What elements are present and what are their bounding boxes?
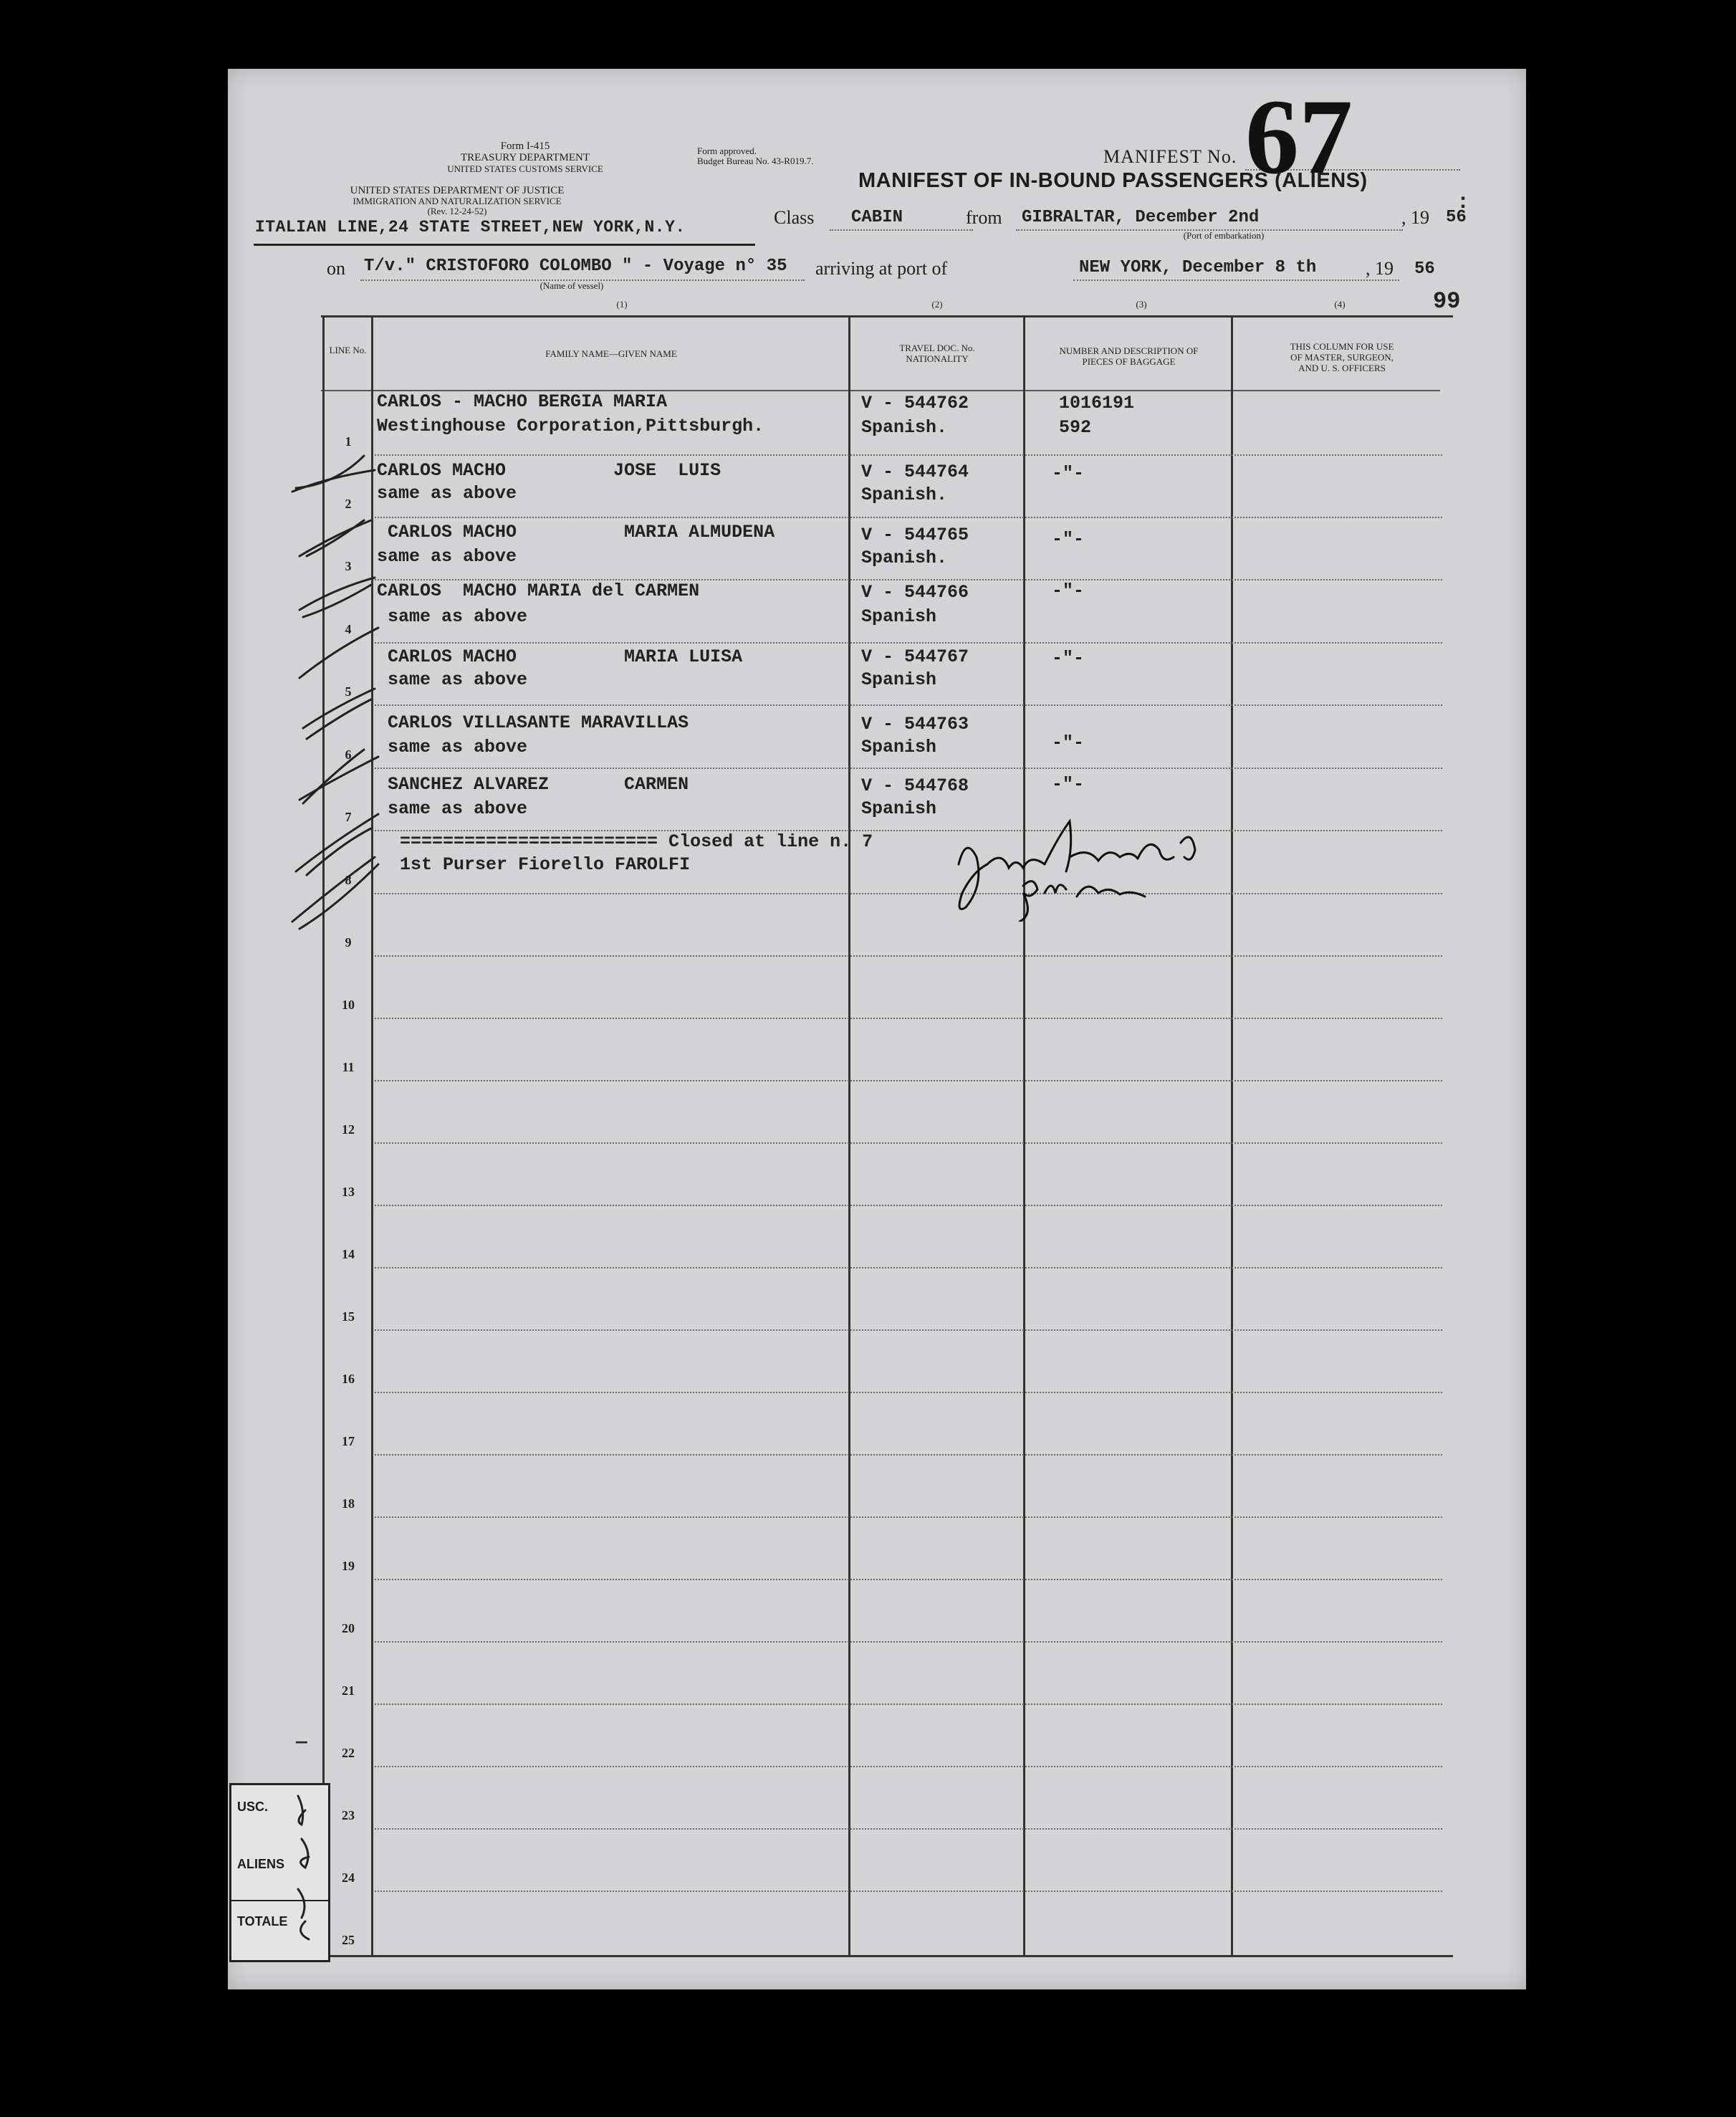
row-separator [375, 454, 1442, 456]
arrival-year-prefix: , 19 [1366, 258, 1394, 279]
row-separator [375, 1205, 1442, 1206]
department-of-justice: UNITED STATES DEPARTMENT OF JUSTICE [350, 185, 565, 196]
passenger-address: same as above [377, 669, 528, 690]
row-separator [375, 893, 1442, 894]
passenger-address: Westinghouse Corporation,Pittsburgh. [377, 416, 764, 436]
row-separator [375, 1142, 1442, 1144]
company-underline [254, 244, 755, 246]
class-value: CABIN [851, 208, 903, 227]
page-mark: 99 [1433, 288, 1461, 315]
closing-line: ======================== Closed at line n. 7 [400, 831, 873, 852]
row-number: 9 [345, 935, 352, 950]
header-official-2: OF MASTER, SURGEON, [1290, 352, 1394, 363]
tally-box [229, 1783, 330, 1962]
row-number: 18 [342, 1496, 355, 1511]
row-separator [375, 1828, 1442, 1830]
row-number: 23 [342, 1808, 355, 1822]
row-number: 16 [342, 1372, 355, 1386]
passenger-name: CARLOS - MACHO BERGIA MARIA [377, 391, 668, 412]
row-number: 22 [342, 1746, 355, 1760]
arrival-dotted [1073, 279, 1399, 281]
vessel-note: (Name of vessel) [539, 280, 604, 291]
row-number: 15 [342, 1309, 355, 1324]
shipping-line-address: ITALIAN LINE,24 STATE STREET,NEW YORK,N.Y. [255, 218, 686, 236]
header-baggage-pieces: PIECES OF BAGGAGE [1082, 356, 1176, 367]
aliens-label: ALIENS [237, 1857, 285, 1871]
nationality: Spanish. [861, 417, 948, 438]
row-number: 6 [345, 747, 352, 762]
row-separator [375, 1891, 1442, 1892]
row-separator [375, 1454, 1442, 1456]
margin-mark: — [296, 1731, 307, 1753]
customs-service: UNITED STATES CUSTOMS SERVICE [447, 163, 603, 174]
header-travel-doc: TRAVEL DOC. No. [899, 343, 975, 353]
totale-label: TOTALE [237, 1914, 288, 1929]
baggage-pieces: 592 [1059, 417, 1092, 438]
header-official-3: AND U. S. OFFICERS [1298, 363, 1386, 373]
row-separator [375, 1018, 1442, 1019]
baggage: -"- [1052, 529, 1085, 550]
baggage: -"- [1052, 580, 1085, 601]
passenger-name: CARLOS MACHO MARIA ALMUDENA [377, 522, 775, 543]
row-number: 7 [345, 810, 352, 824]
class-label: Class [774, 207, 815, 228]
column-number-1: (1) [616, 299, 628, 310]
immigration-service: IMMIGRATION AND NATURALIZATION SERVICE [353, 196, 562, 206]
nationality: Spanish [861, 798, 937, 819]
row-number: 8 [345, 873, 352, 887]
row-separator [375, 1267, 1442, 1268]
travel-doc-number: V - 544763 [861, 714, 969, 735]
passenger-name: CARLOS MACHO JOSE LUIS [377, 460, 721, 481]
on-label: on [327, 258, 345, 279]
row-separator [375, 1329, 1442, 1331]
passenger-address: same as above [377, 546, 517, 567]
usc-label: USC. [237, 1800, 269, 1814]
class-dotted [830, 229, 973, 231]
treasury-department: TREASURY DEPARTMENT [460, 152, 590, 163]
passenger-address: same as above [377, 483, 517, 504]
row-separator [375, 1766, 1442, 1767]
class-year: 56 [1446, 208, 1467, 227]
nationality: Spanish. [861, 484, 948, 505]
travel-doc-number: V - 544762 [861, 393, 969, 414]
row-number: 10 [342, 998, 355, 1012]
baggage-official-divider [1231, 315, 1233, 1956]
nationality: Spanish [861, 737, 937, 758]
header-official-1: THIS COLUMN FOR USE [1290, 341, 1394, 352]
nationality: Spanish [861, 606, 937, 627]
passenger-address: same as above [377, 798, 528, 819]
embarkation-port: GIBRALTAR, December 2nd [1022, 208, 1260, 227]
table-bottom-rule [321, 1955, 1453, 1957]
inspector-signature [944, 807, 1260, 922]
baggage: -"- [1052, 648, 1085, 669]
row-separator [375, 1392, 1442, 1393]
passenger-address: same as above [377, 606, 528, 627]
row-separator [375, 1703, 1442, 1705]
passenger-name: CARLOS MACHO MARIA del CARMEN [377, 580, 700, 601]
header-nationality: NATIONALITY [906, 353, 969, 364]
baggage: -"- [1052, 774, 1085, 795]
row-number: 17 [342, 1434, 355, 1448]
nationality: Spanish [861, 669, 937, 690]
row-number: 4 [345, 622, 352, 636]
row-number: 21 [342, 1683, 355, 1698]
baggage: 1016191 [1059, 393, 1135, 414]
purser-signature-line: 1st Purser Fiorello FAROLFI [400, 854, 691, 875]
header-name: FAMILY NAME—GIVEN NAME [545, 348, 677, 359]
travel-doc-number: V - 544764 [861, 462, 969, 482]
row-number: 11 [342, 1060, 355, 1074]
row-number: 5 [345, 684, 352, 699]
passenger-name: CARLOS VILLASANTE MARAVILLAS [377, 712, 689, 733]
row-separator [375, 768, 1442, 769]
passenger-name: SANCHEZ ALVAREZ CARMEN [377, 774, 689, 795]
row-separator [375, 1516, 1442, 1518]
form-number: Form I-415 [500, 140, 550, 152]
travel-doc-number: V - 544767 [861, 646, 969, 667]
column-number-4: (4) [1334, 299, 1346, 310]
row-number: 14 [342, 1247, 355, 1261]
arrival-year: 56 [1414, 259, 1435, 279]
manifest-page [228, 69, 1526, 1989]
revision-date: (Rev. 12-24-52) [427, 206, 487, 216]
vessel-name: T/v." CRISTOFORO COLOMBO " - Voyage n° 35 [364, 257, 787, 276]
manifest-label: MANIFEST No. [1103, 146, 1237, 167]
budget-bureau: Budget Bureau No. 43-R019.7. [697, 156, 814, 166]
row-number: 13 [342, 1185, 355, 1199]
baggage: -"- [1052, 732, 1085, 753]
baggage: -"- [1052, 463, 1085, 484]
row-number: 12 [342, 1122, 355, 1137]
class-year-prefix: , 19 [1401, 207, 1429, 228]
corner-mark: : [1457, 191, 1470, 215]
port-note: (Port of embarkation) [1183, 230, 1265, 241]
check-marks [285, 413, 400, 957]
row-number: 19 [342, 1559, 355, 1573]
header-line-no: LINE No. [329, 345, 367, 355]
row-separator [375, 704, 1442, 706]
travel-doc-number: V - 544768 [861, 775, 969, 796]
column-number-3: (3) [1136, 299, 1147, 310]
arrival-port-date: NEW YORK, December 8 th [1079, 258, 1317, 277]
doc-baggage-divider [1023, 315, 1025, 1956]
travel-doc-number: V - 544766 [861, 582, 969, 603]
row-number: 25 [342, 1933, 355, 1947]
form-approved: Form approved. [697, 145, 757, 156]
name-doc-divider [848, 315, 850, 1956]
column-number-2: (2) [931, 299, 943, 310]
travel-doc-number: V - 544765 [861, 525, 969, 545]
tally-marks [287, 1789, 323, 1954]
header-baggage: NUMBER AND DESCRIPTION OF [1059, 345, 1199, 356]
row-separator [375, 517, 1442, 518]
row-number: 1 [345, 434, 352, 449]
nationality: Spanish. [861, 548, 948, 568]
row-separator [375, 1579, 1442, 1580]
row-number: 24 [342, 1870, 355, 1885]
table-top-rule [321, 315, 1453, 317]
row-number: 3 [345, 559, 352, 573]
from-label: from [966, 207, 1002, 228]
manifest-number: 67 [1245, 77, 1353, 196]
row-number: 2 [345, 497, 352, 511]
passenger-address: same as above [377, 737, 528, 758]
manifest-title: MANIFEST OF IN-BOUND PASSENGERS (ALIENS) [858, 169, 1368, 192]
passenger-name: CARLOS MACHO MARIA LUISA [377, 646, 743, 667]
row-separator [375, 1080, 1442, 1081]
row-number: 20 [342, 1621, 355, 1635]
row-separator [375, 1641, 1442, 1643]
arriving-label: arriving at port of [815, 258, 948, 279]
row-separator [375, 642, 1442, 644]
row-separator [375, 955, 1442, 957]
